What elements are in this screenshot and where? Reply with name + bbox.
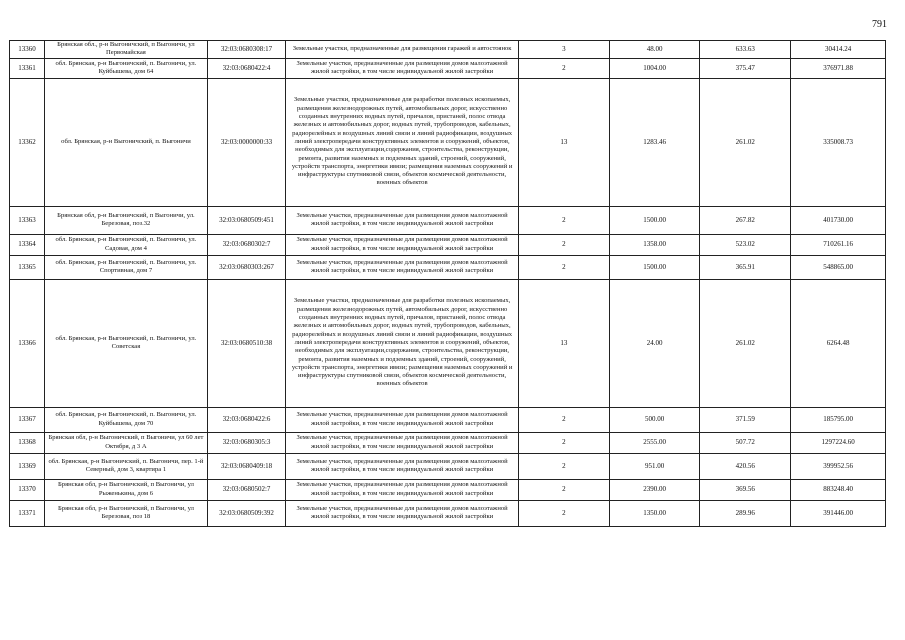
- cadastral-number-cell: 32:03:0680305:3: [207, 432, 285, 453]
- land-use-description-cell: Земельные участки, предназначенные для размещения домов малоэтажной жилой застройки, в том числе индивидуальной жилой застройки: [286, 58, 519, 78]
- land-register-table: [9, 40, 886, 527]
- table-row: [10, 432, 886, 453]
- unit-value-cell: 261.02: [700, 279, 791, 407]
- cadastral-value-cell: 710261.16: [791, 234, 886, 255]
- unit-value-cell: 633.63: [700, 41, 791, 59]
- land-use-description-cell: Земельные участки, предназначенные для размещения домов малоэтажной жилой застройки, в том числе индивидуальной жилой застройки: [286, 500, 519, 526]
- cadastral-value-cell: 30414.24: [791, 41, 886, 59]
- table-row: [10, 255, 886, 279]
- cadastral-value-cell: 376971.88: [791, 58, 886, 78]
- page-number: 791: [872, 19, 887, 30]
- area-cell: 1358.00: [609, 234, 700, 255]
- row-number: 13370: [10, 479, 45, 500]
- land-use-description-cell: Земельные участки, предназначенные для размещения гаражей и автостоянок: [286, 41, 519, 59]
- unit-value-cell: 289.96: [700, 500, 791, 526]
- area-cell: 48.00: [609, 41, 700, 59]
- cadastral-value-cell: 399952.56: [791, 453, 886, 479]
- address-cell: Брянская обл., р-н Выгоничский, п Выгоничи, ул Первомайская: [45, 41, 208, 59]
- row-number: 13371: [10, 500, 45, 526]
- land-use-description-cell: Земельные участки, предназначенные для размещения домов малоэтажной жилой застройки, в том числе индивидуальной жилой застройки: [286, 206, 519, 234]
- land-use-description-cell: Земельные участки, предназначенные для размещения домов малоэтажной жилой застройки, в том числе индивидуальной жилой застройки: [286, 432, 519, 453]
- table-row: [10, 453, 886, 479]
- group-code-cell: 2: [519, 234, 610, 255]
- table-row: [10, 78, 886, 206]
- unit-value-cell: 371.59: [700, 407, 791, 432]
- table-row: [10, 206, 886, 234]
- group-code-cell: 2: [519, 500, 610, 526]
- unit-value-cell: 375.47: [700, 58, 791, 78]
- table-row: [10, 479, 886, 500]
- unit-value-cell: 365.91: [700, 255, 791, 279]
- table-row: [10, 407, 886, 432]
- group-code-cell: 2: [519, 58, 610, 78]
- group-code-cell: 2: [519, 432, 610, 453]
- land-use-description-cell: Земельные участки, предназначенные для размещения домов малоэтажной жилой застройки, в том числе индивидуальной жилой застройки: [286, 407, 519, 432]
- address-cell: Брянская обл, р-н Выгоничский, п Выгоничи, ул Березовая, поз 18: [45, 500, 208, 526]
- row-number: 13364: [10, 234, 45, 255]
- cadastral-number-cell: 32:03:0680502:7: [207, 479, 285, 500]
- address-cell: Брянская обл, р-н Выгоничский, п Выгоничи, ул. Березовая, поз.32: [45, 206, 208, 234]
- area-cell: 1350.00: [609, 500, 700, 526]
- cadastral-number-cell: 32:03:0680308:17: [207, 41, 285, 59]
- table-row: [10, 58, 886, 78]
- land-use-description-cell: Земельные участки, предназначенные для разработки полезных ископаемых, размещения железнодорожных путей, автомобильных дорог, искусственно созданных внутренних водных путей, причалов, пристаней, полос отвода железных и автомобильных дорог, водных путей, трубопроводов, кабельных, радиорелейных и воздушных линий связи и линий радиофикации, воздушных линий электропередачи конструктивных элементов и сооружений, объектов, необходимых для эксплуатации,содержания, строительства, реконструкции, ремонта, развития наземных и подземных зданий, строений, сооружений, устройств транспорта, энергетики ивязи; размещения наземных сооружений и инфраструктуры спутниковой связи, объектов космической деятельности, военных объектов: [286, 279, 519, 407]
- cadastral-number-cell: 32:03:0680303:267: [207, 255, 285, 279]
- cadastral-number-cell: 32:03:0680422:6: [207, 407, 285, 432]
- table-row: [10, 500, 886, 526]
- address-cell: обл. Брянская, р-н Выгоничский, п. Выгоничи, ул. Спортивная, дом 7: [45, 255, 208, 279]
- area-cell: 2390.00: [609, 479, 700, 500]
- group-code-cell: 2: [519, 206, 610, 234]
- cadastral-value-cell: 391446.00: [791, 500, 886, 526]
- cadastral-value-cell: 6264.48: [791, 279, 886, 407]
- land-use-description-cell: Земельные участки, предназначенные для размещения домов малоэтажной жилой застройки, в том числе индивидуальной жилой застройки: [286, 255, 519, 279]
- row-number: 13366: [10, 279, 45, 407]
- area-cell: 500.00: [609, 407, 700, 432]
- address-cell: обл. Брянская, р-н Выгоничский, п. Выгоничи, ул. Советская: [45, 279, 208, 407]
- land-use-description-cell: Земельные участки, предназначенные для размещения домов малоэтажной жилой застройки, в том числе индивидуальной жилой застройки: [286, 453, 519, 479]
- cadastral-value-cell: 335008.73: [791, 78, 886, 206]
- address-cell: обл. Брянская, р-н Выгоничский, п. Выгоничи: [45, 78, 208, 206]
- row-number: 13365: [10, 255, 45, 279]
- cadastral-number-cell: 32:03:0680422:4: [207, 58, 285, 78]
- area-cell: 1283.46: [609, 78, 700, 206]
- row-number: 13362: [10, 78, 45, 206]
- group-code-cell: 13: [519, 78, 610, 206]
- unit-value-cell: 507.72: [700, 432, 791, 453]
- area-cell: 951.00: [609, 453, 700, 479]
- area-cell: 2555.00: [609, 432, 700, 453]
- table-row: [10, 279, 886, 407]
- area-cell: 1500.00: [609, 255, 700, 279]
- cadastral-number-cell: 32:03:0680509:392: [207, 500, 285, 526]
- cadastral-value-cell: 1297224.60: [791, 432, 886, 453]
- cadastral-value-cell: 548865.00: [791, 255, 886, 279]
- address-cell: обл. Брянская, р-н Выгоничский, п. Выгоничи, ул. Куйбышева, дом 64: [45, 58, 208, 78]
- land-use-description-cell: Земельные участки, предназначенные для размещения домов малоэтажной жилой застройки, в том числе индивидуальной жилой застройки: [286, 234, 519, 255]
- row-number: 13368: [10, 432, 45, 453]
- group-code-cell: 2: [519, 479, 610, 500]
- group-code-cell: 2: [519, 407, 610, 432]
- unit-value-cell: 267.82: [700, 206, 791, 234]
- unit-value-cell: 369.56: [700, 479, 791, 500]
- land-use-description-cell: Земельные участки, предназначенные для разработки полезных ископаемых, размещения железнодорожных путей, автомобильных дорог, искусственно созданных внутренних водных путей, причалов, пристаней, полос отвода железных и автомобильных дорог, водных путей, трубопроводов, кабельных, радиорелейных и воздушных линий связи и линий радиофикации, воздушных линий электропередачи конструктивных элементов и сооружений, объектов, необходимых для эксплуатации,содержания, строительства, реконструкции, ремонта, развития наземных и подземных зданий, строений, сооружений, устройств транспорта, энергетики ивязи; размещения наземных сооружений и инфраструктуры спутниковой связи, объектов космической деятельности, военных объектов: [286, 78, 519, 206]
- row-number: 13367: [10, 407, 45, 432]
- cadastral-number-cell: 32:03:0000000:33: [207, 78, 285, 206]
- address-cell: обл. Брянская, р-н Выгоничский, п. Выгоничи, ул. Куйбышева, дом 70: [45, 407, 208, 432]
- address-cell: Брянская обл, р-н Выгоничский, п Выгоничи, ул Рыженькина, дом 6: [45, 479, 208, 500]
- row-number: 13363: [10, 206, 45, 234]
- table-row: [10, 41, 886, 59]
- address-cell: обл. Брянская, р-н Выгоничский, п. Выгоничи, пер. 1-й Северный, дом 3, квартира 1: [45, 453, 208, 479]
- cadastral-number-cell: 32:03:0680302:7: [207, 234, 285, 255]
- cadastral-number-cell: 32:03:0680409:18: [207, 453, 285, 479]
- group-code-cell: 2: [519, 255, 610, 279]
- area-cell: 24.00: [609, 279, 700, 407]
- area-cell: 1004.00: [609, 58, 700, 78]
- address-cell: Брянская обл, р-н Выгоничский, п Выгоничи, ул 60 лет Октября, д 3 А: [45, 432, 208, 453]
- table-row: [10, 234, 886, 255]
- land-use-description-cell: Земельные участки, предназначенные для размещения домов малоэтажной жилой застройки, в том числе индивидуальной жилой застройки: [286, 479, 519, 500]
- row-number: 13369: [10, 453, 45, 479]
- group-code-cell: 2: [519, 453, 610, 479]
- cadastral-number-cell: 32:03:0680509:451: [207, 206, 285, 234]
- table-body: [10, 41, 886, 527]
- cadastral-number-cell: 32:03:0680510:38: [207, 279, 285, 407]
- cadastral-value-cell: 883248.40: [791, 479, 886, 500]
- cadastral-value-cell: 185795.00: [791, 407, 886, 432]
- unit-value-cell: 420.56: [700, 453, 791, 479]
- group-code-cell: 3: [519, 41, 610, 59]
- area-cell: 1500.00: [609, 206, 700, 234]
- cadastral-value-cell: 401730.00: [791, 206, 886, 234]
- group-code-cell: 13: [519, 279, 610, 407]
- address-cell: обл. Брянская, р-н Выгоничский, п. Выгоничи, ул. Садовая, дом 4: [45, 234, 208, 255]
- row-number: 13360: [10, 41, 45, 59]
- unit-value-cell: 523.02: [700, 234, 791, 255]
- unit-value-cell: 261.02: [700, 78, 791, 206]
- row-number: 13361: [10, 58, 45, 78]
